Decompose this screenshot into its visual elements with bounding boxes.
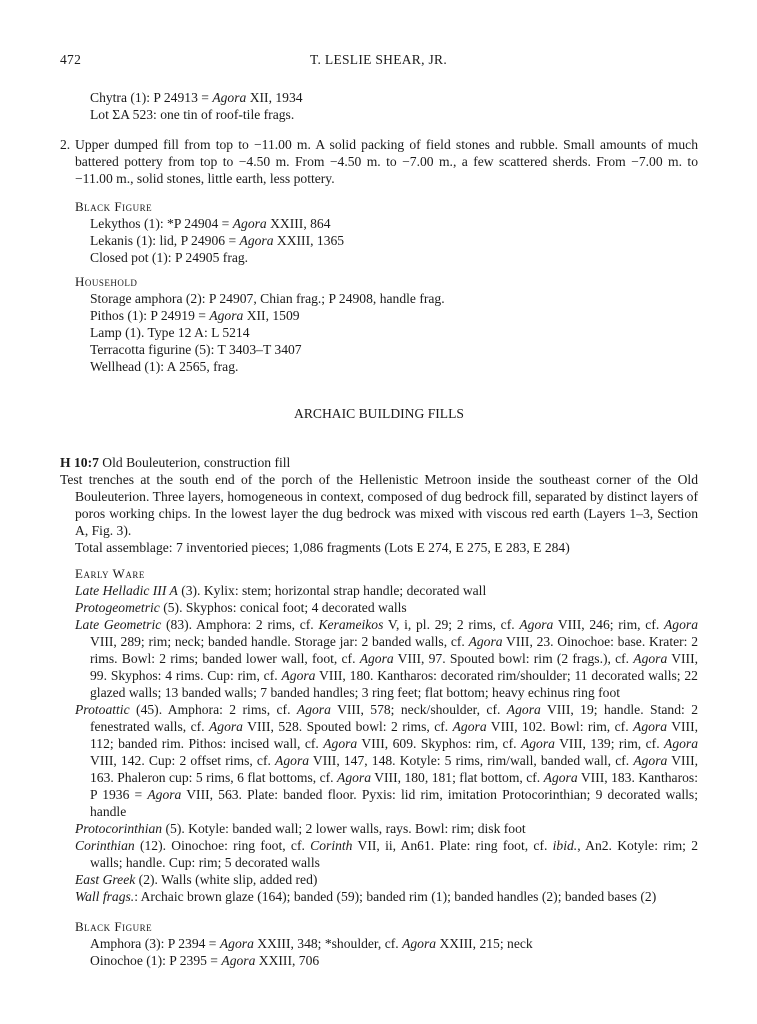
text-line: Wellhead (1): A 2565, frag.: [90, 359, 239, 374]
item-number: 2.: [60, 137, 71, 152]
household-group: [60, 273, 698, 375]
category-heading: Household: [75, 274, 138, 289]
fill-item-2-text: [60, 136, 698, 187]
text-line: Lamp (1). Type 12 A: L 5214: [90, 325, 250, 340]
black-figure-group-1: [60, 198, 698, 266]
early-ware-entry: East Greek (2). Walls (white slip, added red): [75, 872, 318, 887]
total-assemblage: Total assemblage: 7 inventoried pieces; 1,086 fragments (Lots E 274, E 275, E 283, E 284): [75, 540, 570, 555]
fill-item-2: [60, 136, 698, 187]
deposit-title: [60, 454, 698, 471]
running-head-author: T. LESLIE SHEAR, JR.: [310, 52, 447, 67]
text-line: Terracotta figurine (5): T 3403–T 3407: [90, 342, 302, 357]
text-line: Lot ΣA 523: one tin of roof-tile frags.: [90, 107, 295, 122]
early-ware-entry: Late Helladic III A (3). Kylix: stem; horizontal strap handle; decorated wall: [75, 583, 487, 598]
text-line: Chytra (1): P 24913 = Agora XII, 1934: [90, 90, 303, 105]
deposit-name: Old Bouleuterion, construction fill: [102, 455, 291, 470]
early-ware-entry: Protocorinthian (5). Kotyle: banded wall; 2 lower walls, rays. Bowl: rim; disk foot: [75, 821, 526, 836]
early-ware-entry: Wall frags.: Archaic brown glaze (164); banded (59); banded rim (1); banded handles (2); banded bases (2): [75, 889, 657, 904]
text-line: Lekythos (1): *P 24904 = Agora XXIII, 864: [90, 216, 331, 231]
running-head: [60, 52, 697, 72]
text-line: Pithos (1): P 24919 = Agora XII, 1509: [90, 308, 300, 323]
early-ware-entry: Late Geometric (83). Amphora: 2 rims, cf. Kerameikos V, i, pl. 29; 2 rims, cf. Agora VIII, 246; rim, cf. Agora VIII, 289; rim; neck; banded handle. Storage jar: 2 banded walls, cf. Agora VIII, 23. Oinochoe: base. Krater: 2 rims. Bowl: 2 rims; banded lower wall, foot, cf. Agora VIII, 97. Spouted bowl: rim (2 frags.), cf. Agora VIII, 99. Skyphos: 4 rims. Cup: rim, cf. Agora VIII, 180. Kantharos: decorated rim/shoulder; 11 decorated walls; 22 glazed walls; 13 banded walls; 7 banded handles; 3 ring feet; flat bottom; heavy echinus ring foot: [75, 617, 699, 700]
text-line: Oinochoe (1): P 2395 = Agora XXIII, 706: [90, 953, 320, 968]
deposit-label: H 10:7: [60, 455, 99, 470]
early-ware-group: [60, 565, 698, 905]
category-heading: Black Figure: [75, 919, 153, 934]
text-line: Lekanis (1): lid, P 24906 = Agora XXIII, 1365: [90, 233, 345, 248]
early-ware-entry: Protoattic (45). Amphora: 2 rims, cf. Agora VIII, 578; neck/shoulder, cf. Agora VIII, 19; handle. Stand: 2 fenestrated walls, cf. Agora VIII, 528. Spouted bowl: 2 rims, cf. Agora VIII, 102. Bowl: rim, cf. Agora VIII, 112; banded rim. Pithos: incised wall, cf. Agora VIII, 609. Skyphos: rim, cf. Agora VIII, 139; rim, cf. Agora VIII, 142. Cup: 2 offset rims, cf. Agora VIII, 147, 148. Kotyle: 5 rims, rim/wall, banded wall, cf. Agora VIII, 163. Phaleron cup: 5 rims, 6 flat bottoms, cf. Agora VIII, 180, 181; flat bottom, cf. Agora VIII, 183. Kantharos: P 1936 = Agora VIII, 563. Plate: banded floor. Pyxis: lid rim, imitation Protocorinthian; 9 decorated walls; handle: [75, 702, 699, 819]
deposit-h107: [60, 454, 698, 556]
text-line: Storage amphora (2): P 24907, Chian frag.; P 24908, handle frag.: [90, 291, 445, 306]
early-ware-entry: Corinthian (12). Oinochoe: ring foot, cf. Corinth VII, ii, An61. Plate: ring foot, cf. ibid., An2. Kotyle: rim; 2 walls; handle. Cup: rim; 5 decorated walls: [75, 838, 698, 870]
deposit-description: Test trenches at the south end of the porch of the Hellenistic Metroon inside the southeast corner of the Old Bouleuterion. Three layers, homogeneous in context, composed of dug bedrock fill, separated by distinct layers of poros working chips. In the lowest layer the dug bedrock was mixed with viscous red earth (Layers 1–3, Section A, Fig. 3).: [60, 472, 698, 538]
early-ware-entry: Protogeometric (5). Skyphos: conical foot; 4 decorated walls: [75, 600, 407, 615]
top-continuation: [60, 89, 698, 123]
category-heading: Early Ware: [75, 566, 145, 581]
section-title: ARCHAIC BUILDING FILLS: [294, 406, 464, 421]
page-number: 472: [60, 52, 82, 67]
category-heading: Black Figure: [75, 199, 153, 214]
text-line: Closed pot (1): P 24905 frag.: [90, 250, 249, 265]
item-description: Upper dumped fill from top to −11.00 m. A solid packing of field stones and rubble. Small amounts of much battered pottery from top to −4.50 m. From −4.50 m. to −7.00 m., a few scattered sherds. From −7.00 m. to −11.00 m., solid stones, little earth, less pottery.: [75, 137, 698, 186]
text-line: Amphora (3): P 2394 = Agora XXIII, 348; *shoulder, cf. Agora XXIII, 215; neck: [90, 936, 533, 951]
black-figure-group-2: [60, 918, 698, 969]
